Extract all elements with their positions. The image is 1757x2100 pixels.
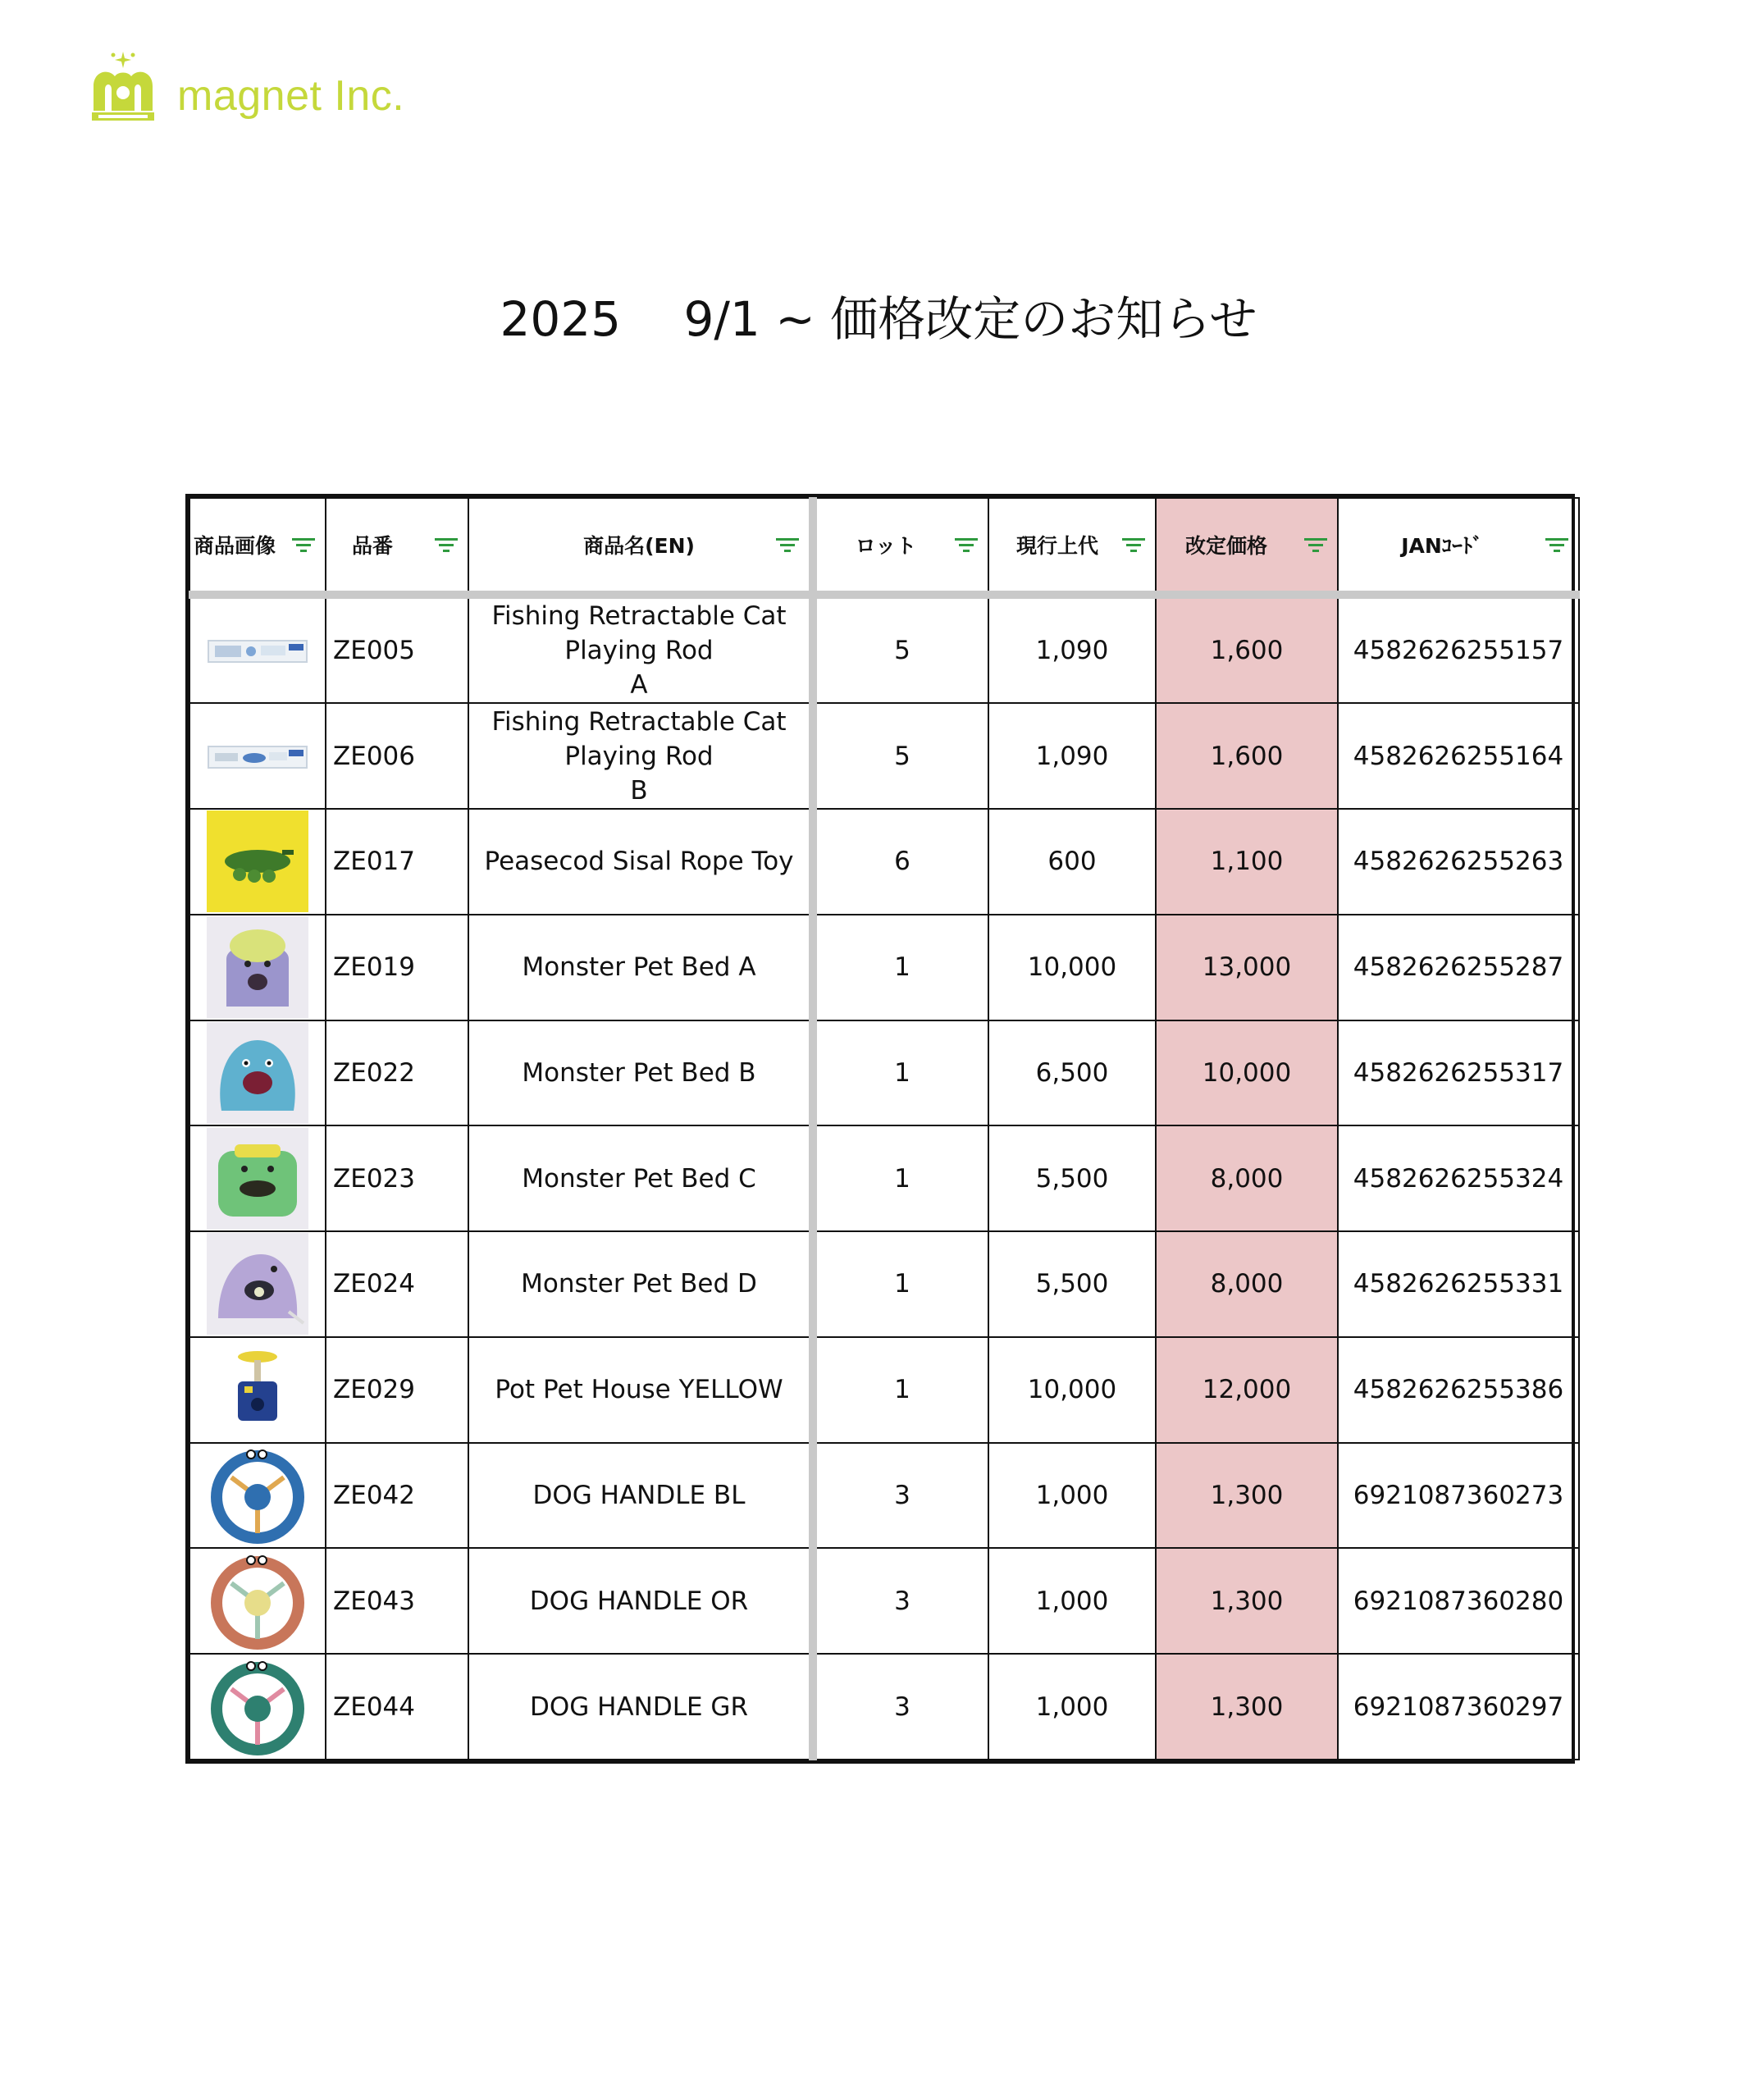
- lot: 1: [813, 1231, 988, 1337]
- dog-handle-bl-image: [207, 1445, 308, 1546]
- table-row: [189, 915, 1579, 1020]
- price-table-frame: [185, 494, 1575, 1764]
- jan-code: 4582626255164: [1338, 703, 1579, 809]
- jan-code: 4582626255386: [1338, 1337, 1579, 1443]
- header-new-price[interactable]: [1156, 498, 1338, 595]
- cat-rod-b-image: [207, 705, 308, 807]
- filter-icon[interactable]: [1122, 536, 1145, 553]
- jan-code: 4582626255287: [1338, 915, 1579, 1020]
- new-price: 1,300: [1156, 1654, 1338, 1760]
- dog-handle-or-image: [207, 1550, 308, 1652]
- current-price: 1,000: [988, 1654, 1156, 1760]
- table-row: [189, 809, 1579, 915]
- peasecod-toy-image: [207, 810, 308, 912]
- jan-code: 4582626255263: [1338, 809, 1579, 915]
- current-price: 5,500: [988, 1125, 1156, 1231]
- product-code: ZE042: [326, 1443, 468, 1549]
- cat-rod-a-image: [207, 600, 308, 701]
- product-code: ZE006: [326, 703, 468, 809]
- product-name: Fishing Retractable Cat Playing Rod A: [468, 595, 813, 703]
- lot: 3: [813, 1443, 988, 1549]
- filter-icon[interactable]: [1545, 536, 1568, 553]
- lot: 5: [813, 595, 988, 703]
- current-price: 1,090: [988, 595, 1156, 703]
- table-row: [189, 1443, 1579, 1549]
- lot: 5: [813, 703, 988, 809]
- monster-bed-c-image: [207, 1128, 308, 1230]
- product-name: Pot Pet House YELLOW: [468, 1337, 813, 1443]
- product-image-cell: [189, 1231, 326, 1337]
- product-name: DOG HANDLE BL: [468, 1443, 813, 1549]
- product-image-cell: [189, 809, 326, 915]
- jan-code: 4582626255331: [1338, 1231, 1579, 1337]
- price-revision-table: [189, 497, 1580, 1760]
- header-name-label: 商品名(EN): [583, 534, 695, 558]
- product-image-cell: [189, 915, 326, 1020]
- dog-handle-gr-image: [207, 1656, 308, 1758]
- lot: 3: [813, 1654, 988, 1760]
- jan-code: 4582626255317: [1338, 1020, 1579, 1126]
- current-price: 6,500: [988, 1020, 1156, 1126]
- product-image-cell: [189, 1125, 326, 1231]
- crown-m-logo-icon: [90, 50, 156, 124]
- table-row: [189, 1337, 1579, 1443]
- lot: 1: [813, 1020, 988, 1126]
- product-code: ZE005: [326, 595, 468, 703]
- product-name: DOG HANDLE OR: [468, 1548, 813, 1654]
- company-name: magnet Inc.: [177, 72, 405, 120]
- current-price: 10,000: [988, 1337, 1156, 1443]
- jan-code: 6921087360280: [1338, 1548, 1579, 1654]
- table-row: [189, 1548, 1579, 1654]
- product-image-cell: [189, 1654, 326, 1760]
- header-lot-label: ロット: [855, 534, 917, 558]
- header-jan[interactable]: [1338, 498, 1579, 595]
- table-row: [189, 595, 1579, 703]
- table-row: [189, 1125, 1579, 1231]
- current-price: 1,090: [988, 703, 1156, 809]
- product-name: DOG HANDLE GR: [468, 1654, 813, 1760]
- new-price: 8,000: [1156, 1231, 1338, 1337]
- product-name: Monster Pet Bed B: [468, 1020, 813, 1126]
- lot: 1: [813, 1337, 988, 1443]
- header-image-label: 商品画像: [194, 534, 276, 558]
- new-price: 1,600: [1156, 595, 1338, 703]
- product-code: ZE023: [326, 1125, 468, 1231]
- product-image-cell: [189, 1443, 326, 1549]
- filter-icon[interactable]: [1304, 536, 1327, 553]
- lot: 1: [813, 1125, 988, 1231]
- new-price: 13,000: [1156, 915, 1338, 1020]
- header-code[interactable]: [326, 498, 468, 595]
- product-code: ZE044: [326, 1654, 468, 1760]
- product-code: ZE029: [326, 1337, 468, 1443]
- current-price: 600: [988, 809, 1156, 915]
- filter-icon[interactable]: [776, 536, 799, 553]
- current-price: 1,000: [988, 1548, 1156, 1654]
- header-code-label: 品番: [351, 534, 393, 558]
- table-row: [189, 1654, 1579, 1760]
- monster-bed-d-image: [207, 1233, 308, 1335]
- company-logo: [90, 48, 404, 126]
- filter-icon[interactable]: [435, 536, 458, 553]
- product-code: ZE024: [326, 1231, 468, 1337]
- new-price: 8,000: [1156, 1125, 1338, 1231]
- product-image-cell: [189, 595, 326, 703]
- monster-bed-a-image: [207, 916, 308, 1018]
- product-code: ZE022: [326, 1020, 468, 1126]
- new-price: 1,300: [1156, 1548, 1338, 1654]
- product-name: Monster Pet Bed C: [468, 1125, 813, 1231]
- header-jan-label: JANｺｰﾄﾞ: [1401, 534, 1483, 558]
- jan-code: 4582626255324: [1338, 1125, 1579, 1231]
- product-image-cell: [189, 1020, 326, 1126]
- header-current-price[interactable]: [988, 498, 1156, 595]
- product-code: ZE019: [326, 915, 468, 1020]
- table-row: [189, 703, 1579, 809]
- product-image-cell: [189, 1548, 326, 1654]
- new-price: 1,300: [1156, 1443, 1338, 1549]
- jan-code: 6921087360273: [1338, 1443, 1579, 1549]
- product-name: Peasecod Sisal Rope Toy: [468, 809, 813, 915]
- table-row: [189, 1231, 1579, 1337]
- table-header-row: [189, 498, 1579, 595]
- product-code: ZE017: [326, 809, 468, 915]
- table-row: [189, 1020, 1579, 1126]
- jan-code: 6921087360297: [1338, 1654, 1579, 1760]
- product-code: ZE043: [326, 1548, 468, 1654]
- filter-icon[interactable]: [292, 536, 315, 553]
- filter-icon[interactable]: [955, 536, 978, 553]
- page-title: 2025 9/1 ~ 価格改定のお知らせ: [500, 291, 1257, 347]
- new-price: 1,600: [1156, 703, 1338, 809]
- product-image-cell: [189, 1337, 326, 1443]
- header-image[interactable]: [189, 498, 326, 595]
- lot: 1: [813, 915, 988, 1020]
- current-price: 5,500: [988, 1231, 1156, 1337]
- new-price: 10,000: [1156, 1020, 1338, 1126]
- product-name: Fishing Retractable Cat Playing Rod B: [468, 703, 813, 809]
- product-name: Monster Pet Bed A: [468, 915, 813, 1020]
- current-price: 1,000: [988, 1443, 1156, 1549]
- product-name: Monster Pet Bed D: [468, 1231, 813, 1337]
- current-price: 10,000: [988, 915, 1156, 1020]
- jan-code: 4582626255157: [1338, 595, 1579, 703]
- header-name[interactable]: [468, 498, 813, 595]
- product-image-cell: [189, 703, 326, 809]
- monster-bed-b-image: [207, 1022, 308, 1124]
- header-lot[interactable]: [813, 498, 988, 595]
- new-price: 12,000: [1156, 1337, 1338, 1443]
- lot: 6: [813, 809, 988, 915]
- header-new-price-label: 改定価格: [1184, 534, 1267, 558]
- pot-pet-house-image: [207, 1339, 308, 1440]
- new-price: 1,100: [1156, 809, 1338, 915]
- lot: 3: [813, 1548, 988, 1654]
- header-current-price-label: 現行上代: [1015, 534, 1098, 558]
